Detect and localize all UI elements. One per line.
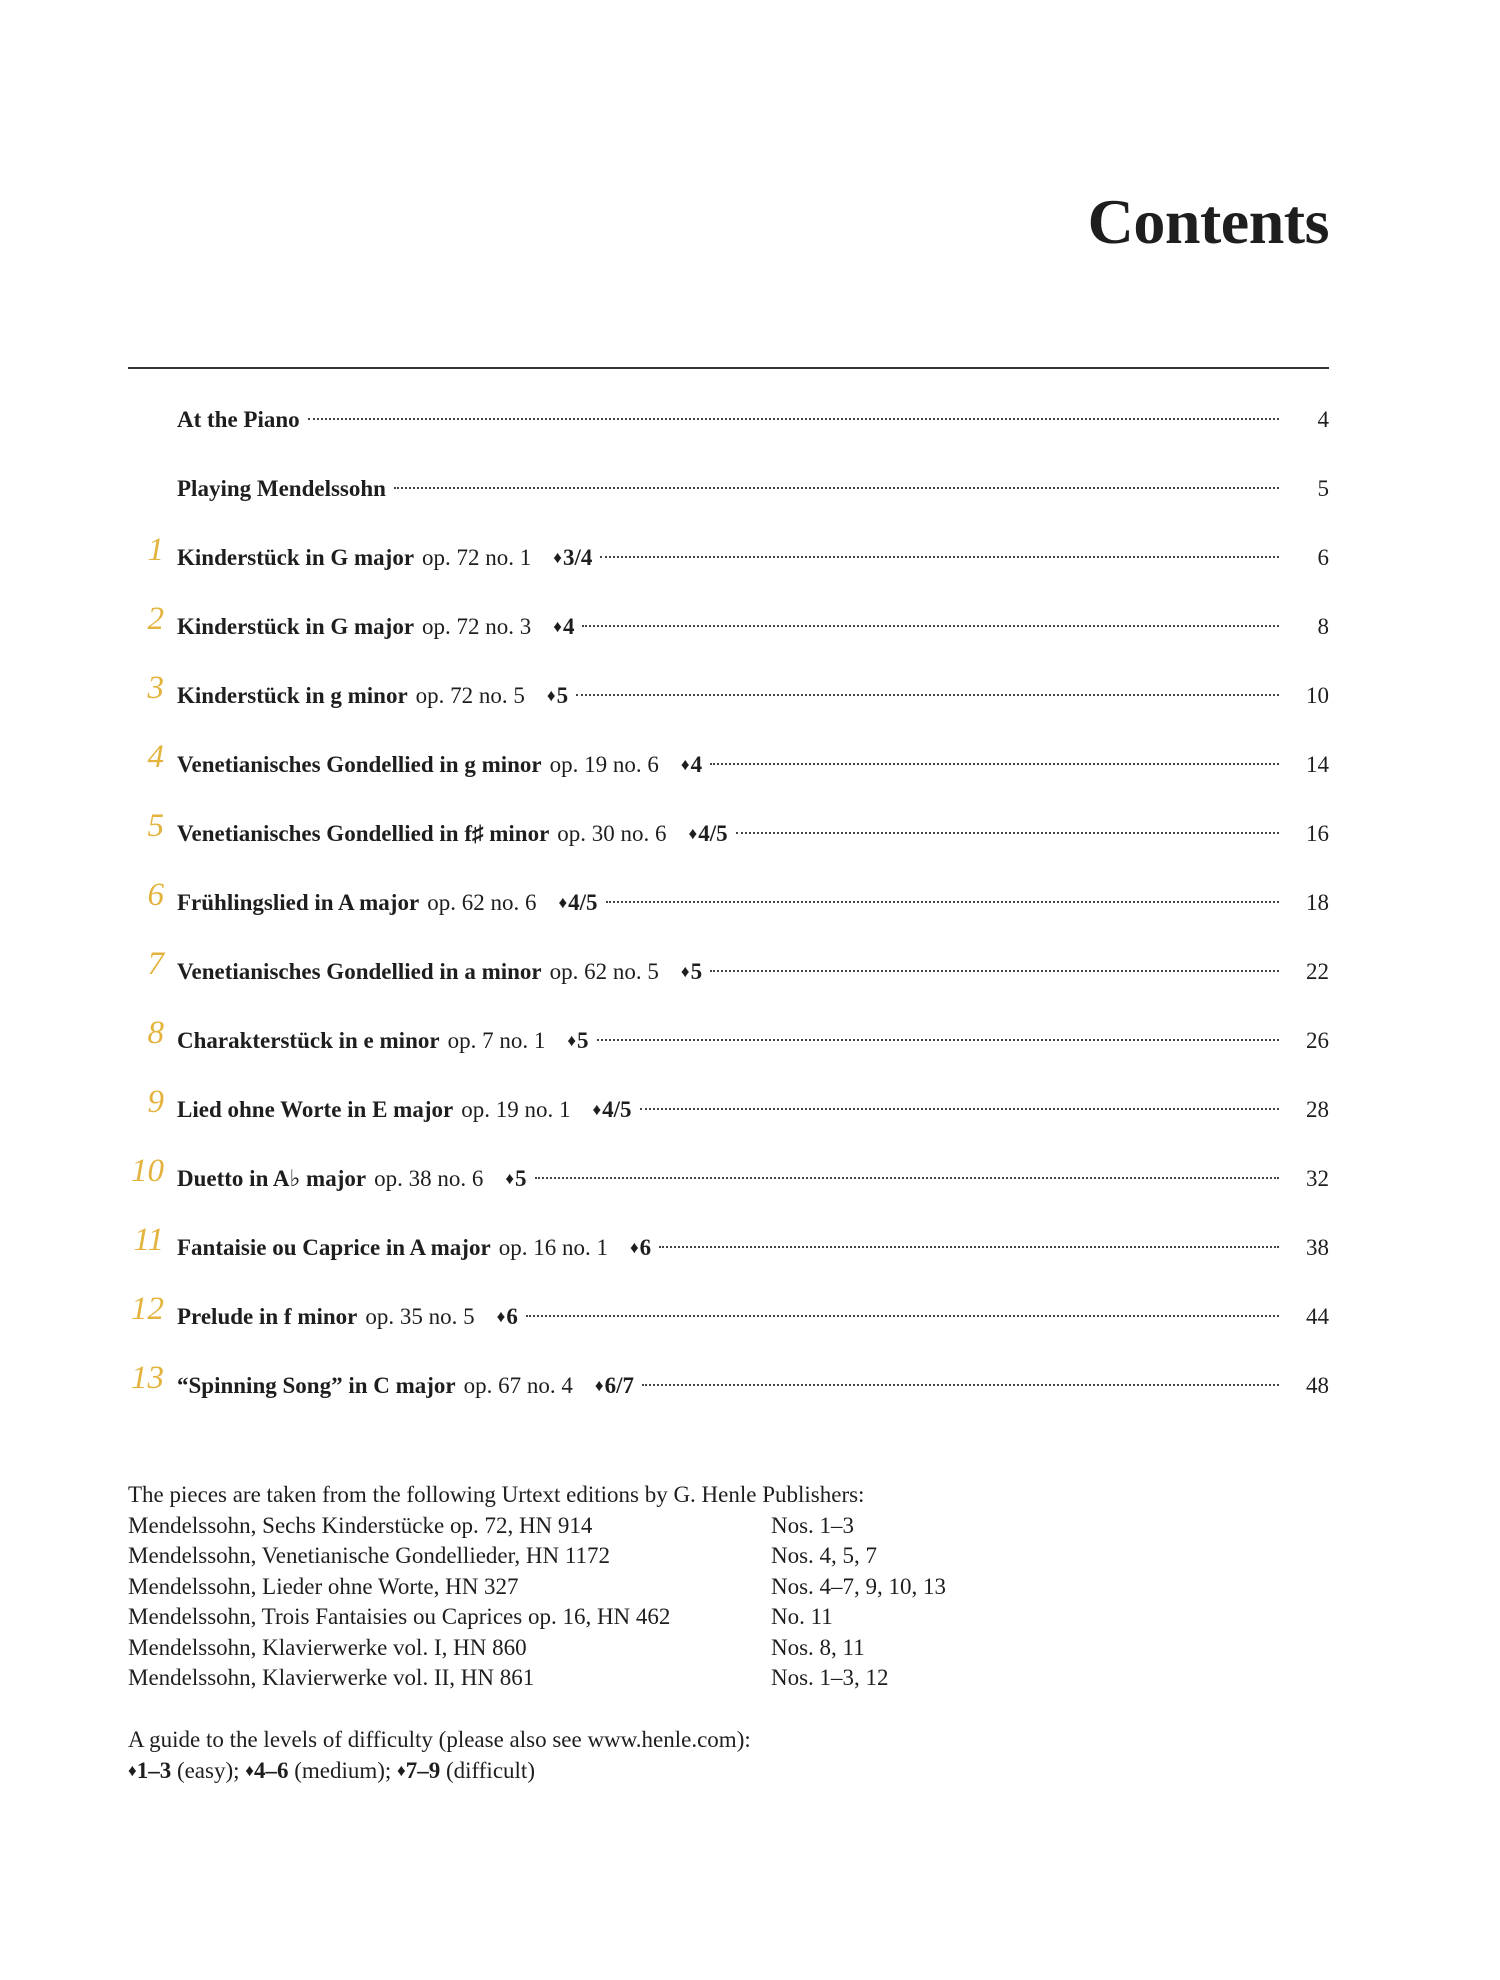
difficulty-value: 6 (506, 1304, 518, 1329)
entry-number: 10 (131, 1153, 164, 1189)
entry-line (177, 745, 1289, 787)
level-range (397, 1758, 440, 1783)
edition-name: Mendelssohn, Sechs Kinderstücke op. 72, HN 914 (128, 1512, 593, 1538)
diamond-icon: ♦ (594, 1376, 604, 1395)
page-number: 48 (1306, 1373, 1329, 1398)
dot-leader (308, 418, 1279, 420)
entry-number: 1 (147, 532, 164, 568)
entry-title: Kinderstück in G major (177, 545, 415, 570)
difficulty-value: 4 (690, 752, 703, 777)
toc-entry[interactable] (0, 1153, 1500, 1199)
difficulty-level (630, 1228, 651, 1270)
source-editions (128, 1480, 1028, 1694)
page-number: 6 (1317, 545, 1329, 570)
edition-row (128, 1602, 1028, 1633)
edition-row (128, 1572, 1028, 1603)
entry-title: Venetianisches Gondellied in f♯ minor (177, 821, 550, 846)
dot-leader (582, 625, 1279, 627)
page-number: 28 (1306, 1097, 1329, 1122)
toc-entry[interactable] (0, 739, 1500, 785)
page-number: 32 (1306, 1166, 1329, 1191)
difficulty-value: 4/5 (602, 1097, 632, 1122)
entry-line (177, 469, 1289, 509)
entry-title: Venetianisches Gondellied in g minor (177, 752, 542, 777)
entry-line (177, 538, 1289, 580)
page-number: 10 (1306, 683, 1329, 708)
level-range (245, 1758, 288, 1783)
difficulty-level (553, 607, 574, 649)
edition-name: Mendelssohn, Venetianische Gondellieder, HN 1172 (128, 1543, 610, 1568)
page-number: 16 (1306, 821, 1329, 846)
level-separator: ; (384, 1757, 392, 1783)
entry-number: 8 (147, 1015, 164, 1051)
entry-title: Fantaisie ou Caprice in A major (177, 1235, 491, 1260)
page-number: 18 (1306, 890, 1329, 915)
diamond-icon: ♦ (629, 1238, 639, 1257)
entry-opus: op. 72 no. 3 (422, 614, 532, 639)
entry-title: At the Piano (177, 407, 300, 432)
entry-opus: op. 19 no. 1 (461, 1097, 571, 1122)
dot-leader (710, 763, 1279, 765)
page-title: Contents (1087, 186, 1329, 257)
level-label: (difficult) (445, 1757, 535, 1783)
toc-entry[interactable] (0, 670, 1500, 716)
diamond-icon: ♦ (553, 617, 562, 636)
diamond-icon: ♦ (546, 686, 556, 705)
diamond-icon: ♦ (567, 1031, 577, 1050)
edition-pieces: Nos. 4–7, 9, 10, 13 (771, 1573, 947, 1599)
level-separator: ; (233, 1757, 240, 1783)
entry-opus: op. 16 no. 1 (498, 1235, 608, 1260)
diamond-icon: ♦ (245, 1760, 254, 1780)
difficulty-level (505, 1159, 526, 1201)
entry-number: 12 (131, 1291, 164, 1327)
dot-leader (710, 970, 1279, 972)
entry-opus: op. 72 no. 1 (422, 545, 532, 570)
edition-pieces: Nos. 8, 11 (771, 1634, 865, 1660)
level-range-value: 1–3 (136, 1757, 172, 1783)
difficulty-level (567, 1021, 588, 1063)
entry-title: Duetto in A♭ major (177, 1166, 367, 1191)
entry-opus: op. 67 no. 4 (463, 1373, 573, 1398)
dot-leader (736, 832, 1279, 834)
entry-opus: op. 62 no. 5 (549, 959, 659, 984)
entry-number: 3 (147, 670, 164, 706)
entry-line (177, 607, 1289, 649)
entry-line (177, 1021, 1289, 1063)
diamond-icon: ♦ (680, 962, 690, 981)
edition-pieces: Nos. 1–3 (771, 1512, 855, 1538)
dot-leader (659, 1246, 1279, 1248)
dot-leader (576, 694, 1279, 696)
difficulty-level (558, 883, 597, 925)
entry-opus: op. 19 no. 6 (549, 752, 659, 777)
difficulty-value: 5 (577, 1028, 589, 1053)
entry-number: 7 (147, 946, 164, 982)
edition-row (128, 1541, 1028, 1572)
entry-number: 6 (147, 877, 164, 913)
difficulty-value: 6/7 (604, 1373, 634, 1398)
edition-pieces: Nos. 4, 5, 7 (771, 1543, 878, 1568)
difficulty-level (681, 952, 702, 994)
page-number: 26 (1306, 1028, 1329, 1053)
entry-title: Playing Mendelssohn (177, 476, 386, 501)
edition-row (128, 1511, 1028, 1542)
difficulty-level (547, 676, 568, 718)
toc-entry[interactable] (0, 532, 1500, 578)
dot-leader (606, 901, 1279, 903)
toc-entry[interactable] (0, 877, 1500, 923)
page-number: 22 (1306, 959, 1329, 984)
difficulty-level (497, 1297, 518, 1339)
entry-line (177, 1297, 1289, 1339)
toc-entry[interactable] (0, 601, 1500, 647)
diamond-icon: ♦ (128, 1760, 137, 1780)
difficulty-level (681, 745, 702, 787)
entry-line (177, 1159, 1289, 1201)
toc-entry[interactable] (0, 1360, 1500, 1406)
entry-title: Venetianisches Gondellied in a minor (177, 959, 542, 984)
toc-entry[interactable] (0, 1084, 1500, 1130)
entry-number: 13 (131, 1360, 164, 1396)
entry-opus: op. 30 no. 6 (557, 821, 667, 846)
guide-intro: A guide to the levels of difficulty (please also see www.henle.com): (128, 1727, 751, 1752)
page-number: 5 (1317, 476, 1329, 501)
level-range-value: 7–9 (405, 1757, 441, 1783)
diamond-icon: ♦ (553, 548, 562, 567)
entry-line (177, 1366, 1289, 1408)
page-number: 8 (1317, 614, 1329, 639)
difficulty-level (553, 538, 592, 580)
difficulty-value: 4/5 (698, 821, 728, 846)
entry-opus: op. 38 no. 6 (374, 1166, 484, 1191)
dot-leader (600, 556, 1279, 558)
entry-line (177, 676, 1289, 718)
edition-name: Mendelssohn, Lieder ohne Worte, HN 327 (128, 1573, 519, 1599)
diamond-icon: ♦ (688, 824, 698, 843)
diamond-icon: ♦ (592, 1100, 602, 1119)
entry-title: Prelude in f minor (177, 1304, 358, 1329)
entry-title: Lied ohne Worte in E major (177, 1097, 454, 1122)
toc-entry[interactable] (0, 808, 1500, 854)
entry-number: 4 (147, 739, 164, 775)
entry-line (177, 883, 1289, 925)
difficulty-level (592, 1090, 631, 1132)
edition-row (128, 1663, 1028, 1694)
entry-title: Charakterstück in e minor (177, 1028, 440, 1053)
sources-intro: The pieces are taken from the following Urtext editions by G. Henle Publishers: (128, 1482, 865, 1507)
dot-leader (535, 1177, 1279, 1179)
toc-entry[interactable] (0, 469, 1500, 509)
entry-line (177, 952, 1289, 994)
page-number: 44 (1306, 1304, 1329, 1329)
title-divider (128, 367, 1329, 369)
entry-line (177, 1228, 1289, 1270)
level-label: (medium) (294, 1757, 385, 1783)
difficulty-value: 4/5 (568, 890, 598, 915)
difficulty-value: 5 (515, 1166, 527, 1191)
difficulty-guide (128, 1725, 751, 1788)
entry-number: 9 (147, 1084, 164, 1120)
entry-number: 2 (147, 601, 164, 637)
difficulty-value: 4 (562, 614, 575, 639)
toc-entry[interactable] (0, 1015, 1500, 1061)
entry-opus: op. 7 no. 1 (447, 1028, 546, 1053)
dot-leader (394, 487, 1279, 489)
difficulty-value: 5 (690, 959, 703, 984)
level-label: (easy) (176, 1757, 234, 1783)
diamond-icon: ♦ (680, 755, 690, 774)
difficulty-level (595, 1366, 634, 1408)
edition-name: Mendelssohn, Trois Fantaisies ou Caprices op. 16, HN 462 (128, 1604, 671, 1629)
diamond-icon: ♦ (558, 893, 568, 912)
diamond-icon: ♦ (397, 1760, 406, 1780)
entry-line (177, 1090, 1289, 1132)
level-range-value: 4–6 (253, 1757, 289, 1783)
entry-line (177, 400, 1289, 440)
toc-entry[interactable] (0, 1291, 1500, 1337)
entry-opus: op. 72 no. 5 (415, 683, 525, 708)
edition-pieces: Nos. 1–3, 12 (771, 1665, 889, 1690)
page-number: 38 (1306, 1235, 1329, 1260)
entry-number: 11 (133, 1222, 164, 1258)
toc-entry[interactable] (0, 1222, 1500, 1268)
entry-opus: op. 35 no. 5 (365, 1304, 475, 1329)
toc-entry[interactable] (0, 946, 1500, 992)
difficulty-level (689, 814, 728, 856)
dot-leader (526, 1315, 1279, 1317)
dot-leader (640, 1108, 1279, 1110)
entry-title: “Spinning Song” in C major (177, 1373, 456, 1398)
entry-title: Kinderstück in G major (177, 614, 415, 639)
edition-pieces: No. 11 (771, 1604, 833, 1629)
page-number: 4 (1317, 407, 1329, 432)
diamond-icon: ♦ (496, 1307, 506, 1326)
edition-name: Mendelssohn, Klavierwerke vol. I, HN 860 (128, 1634, 527, 1660)
dot-leader (597, 1039, 1279, 1041)
entry-title: Kinderstück in g minor (177, 683, 408, 708)
entry-line (177, 814, 1289, 856)
entry-title: Frühlingslied in A major (177, 890, 420, 915)
toc-entry[interactable] (0, 400, 1500, 440)
difficulty-value: 3/4 (562, 545, 593, 570)
page-number: 14 (1306, 752, 1329, 777)
level-range (128, 1758, 171, 1783)
difficulty-value: 6 (639, 1235, 652, 1260)
edition-name: Mendelssohn, Klavierwerke vol. II, HN 861 (128, 1665, 535, 1690)
entry-opus: op. 62 no. 6 (427, 890, 537, 915)
entry-number: 5 (147, 808, 164, 844)
edition-row (128, 1633, 1028, 1664)
guide-levels (128, 1756, 751, 1789)
dot-leader (642, 1384, 1279, 1386)
diamond-icon: ♦ (505, 1169, 515, 1188)
difficulty-value: 5 (556, 683, 569, 708)
